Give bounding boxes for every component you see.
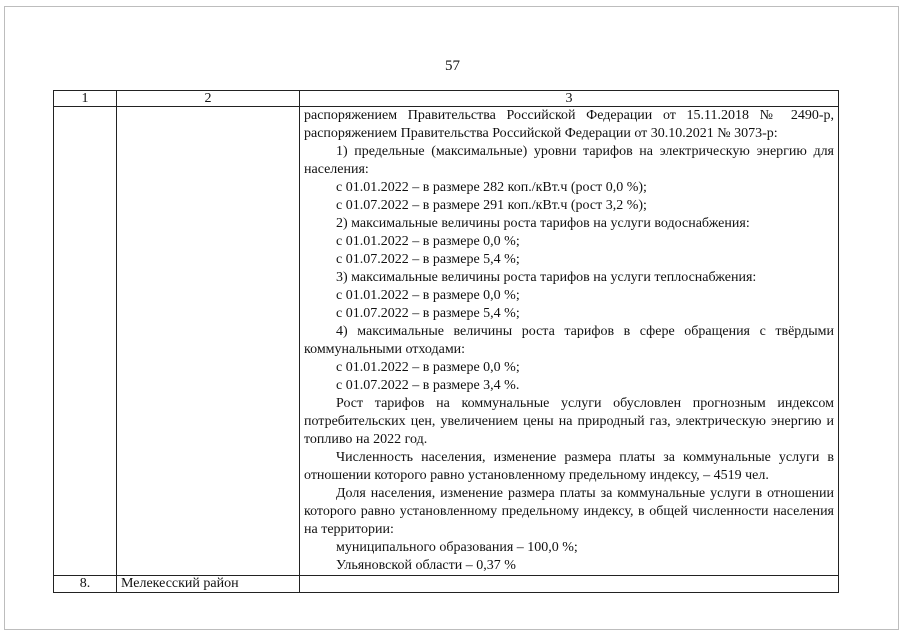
list-item: с 01.07.2022 – в размере 5,4 %;	[336, 306, 520, 321]
list-item: с 01.01.2022 – в размере 0,0 %;	[336, 288, 520, 303]
column-header-1: 1	[54, 91, 117, 107]
paragraph-water-supply: 2) максимальные величины роста тарифов на услуги водоснабжения:	[336, 216, 750, 231]
tariff-table	[53, 90, 839, 593]
column-header-2: 2	[117, 91, 300, 107]
paragraph-population-count: Численность населения, изменение размера платы за коммунальные услуги в отношении которого равно установленному предельному индексу, – 4519 чел.	[304, 450, 834, 483]
table-row	[54, 107, 839, 576]
paragraph-solid-waste: 4) максимальные величины роста тарифов в сфере обращения с твёрдыми коммунальными отходами:	[304, 324, 834, 357]
table-header-row	[54, 91, 839, 107]
list-item: с 01.01.2022 – в размере 282 коп./кВт.ч (рост 0,0 %);	[336, 180, 647, 195]
paragraph-population-share: Доля населения, изменение размера платы за коммунальные услуги в отношении которого равно установленному предельному индексу, в общей численности населения на территории:	[304, 486, 834, 537]
list-item: с 01.07.2022 – в размере 291 коп./кВт.ч (рост 3,2 %);	[336, 198, 647, 213]
row-name-cell: Мелекесский район	[117, 576, 300, 593]
list-item: Ульяновской области – 0,37 %	[336, 558, 516, 573]
paragraph-heat-supply: 3) максимальные величины роста тарифов на услуги теплоснабжения:	[336, 270, 757, 285]
list-item: с 01.07.2022 – в размере 5,4 %;	[336, 252, 520, 267]
paragraph-regulations: распоряжением Правительства Российской Федерации от 15.11.2018 № 2490-р, распоряжением Правительства Российской Федерации от 30.10.2021 № 3073-р:	[304, 108, 834, 141]
paragraph-tariff-growth: Рост тарифов на коммунальные услуги обусловлен прогнозным индексом потребительских цен, увеличением цены на природный газ, электрическую энергию и топливо на 2022 год.	[304, 396, 834, 447]
row-number-cell	[54, 107, 117, 576]
column-header-3: 3	[300, 91, 839, 107]
row-content-cell	[300, 576, 839, 593]
row-content-cell	[300, 107, 839, 576]
list-item: с 01.07.2022 – в размере 3,4 %.	[336, 378, 520, 393]
list-item: с 01.01.2022 – в размере 0,0 %;	[336, 360, 520, 375]
row-number-cell: 8.	[54, 576, 117, 593]
list-item: муниципального образования – 100,0 %;	[336, 540, 578, 555]
list-item: с 01.01.2022 – в размере 0,0 %;	[336, 234, 520, 249]
paragraph-electricity: 1) предельные (максимальные) уровни тарифов на электрическую энергию для населения:	[304, 144, 834, 177]
row-name-cell	[117, 107, 300, 576]
page-number: 57	[445, 58, 460, 74]
table-row	[54, 576, 839, 593]
